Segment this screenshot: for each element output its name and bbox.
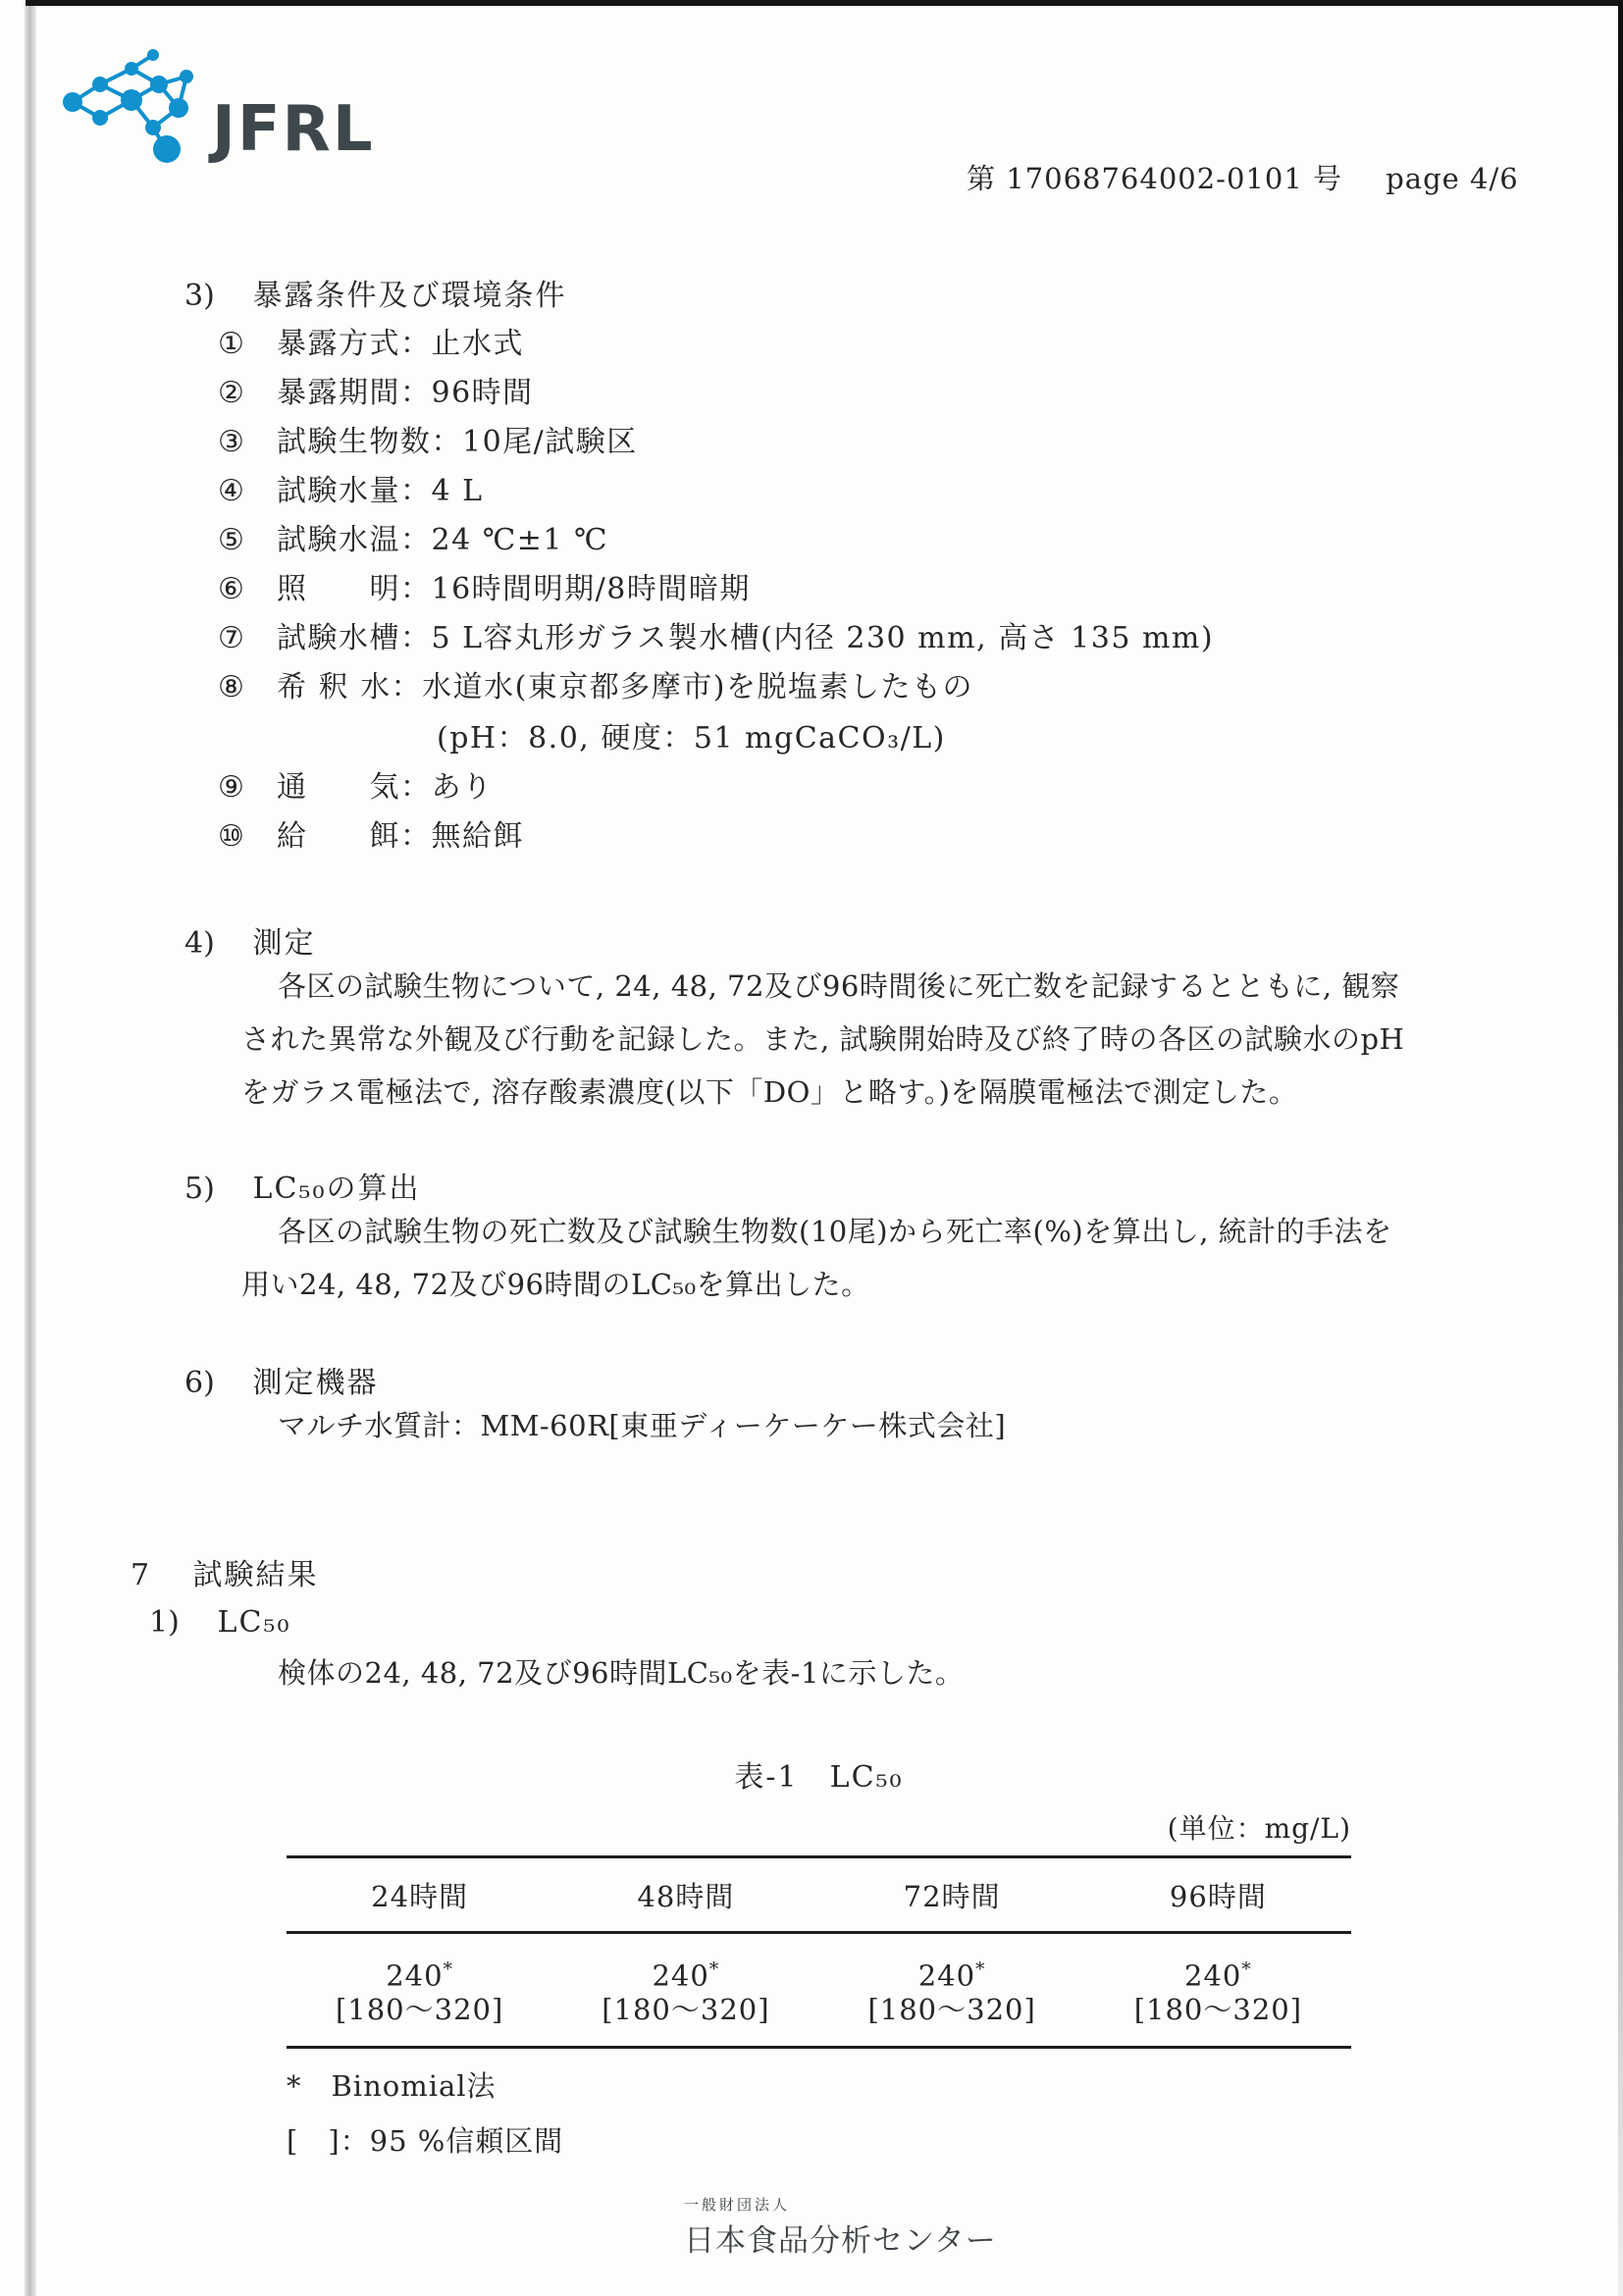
condition-list — [218, 320, 1214, 861]
circled-number: ⑥ — [218, 572, 244, 606]
section-6-paragraph — [278, 1399, 1006, 1452]
lc50-table — [287, 1752, 1351, 2160]
lc50-value: 240* — [917, 1957, 986, 1993]
circled-number: ② — [218, 376, 244, 410]
page-indicator: page 4/6 — [1386, 162, 1519, 195]
section-4-title: 測定 — [252, 926, 316, 961]
section-7-title: 試験結果 — [192, 1558, 319, 1592]
section-7-1-title: LC₅₀ — [217, 1605, 291, 1640]
list-item — [218, 763, 1214, 812]
item-text: 通 気：あり — [277, 770, 494, 805]
circled-number: ③ — [218, 425, 244, 459]
section-3-title: 暴露条件及び環境条件 — [252, 279, 567, 313]
list-item — [218, 467, 1214, 516]
column-header: 48時間 — [637, 1879, 735, 1913]
list-item — [218, 614, 1214, 663]
lc50-value: 240* — [1183, 1957, 1252, 1993]
section-5-number: 5) — [184, 1172, 215, 1206]
column-header: 24時間 — [371, 1879, 469, 1913]
list-item — [218, 320, 1214, 369]
item-text: 試験生物数：10尾/試験区 — [277, 425, 638, 459]
item-text: 試験水槽：5 L容丸形ガラス製水槽(内径 230 mm, 高さ 135 mm) — [277, 621, 1215, 655]
confidence-interval: [180～320] — [867, 1993, 1036, 2027]
paragraph-line: 検体の24, 48, 72及び96時間LC₅₀を表-1に示した。 — [278, 1656, 965, 1690]
item-text — [277, 663, 973, 763]
dilution-water-line2: (pH：8.0, 硬度：51 mgCaCO₃/L) — [437, 721, 946, 756]
table-cell — [552, 1953, 818, 2028]
paragraph-line: 各区の試験生物の死亡数及び試験生物数(10尾)から死亡率(%)を算出し, 統計的手法を — [278, 1215, 1392, 1248]
circled-number: ⑧ — [218, 670, 244, 704]
section-6-heading — [184, 1358, 379, 1401]
section-6-title: 測定機器 — [252, 1366, 379, 1400]
section-7-heading — [131, 1550, 319, 1593]
scan-left-page-fold — [25, 6, 36, 2296]
footer-org-logo — [684, 2194, 997, 2260]
item-text: 照 明：16時間明期/8時間暗期 — [277, 572, 751, 606]
list-item — [218, 369, 1214, 418]
dilution-water-line1: 希 釈 水：水道水(東京都多摩市)を脱塩素したもの — [277, 670, 973, 704]
circled-number: ⑦ — [218, 621, 244, 655]
circled-number: ⑤ — [218, 523, 244, 557]
list-item — [218, 663, 1214, 763]
paragraph-line: された異常な外観及び行動を記録した。また, 試験開始時及び終了時の各区の試験水のpH — [241, 1022, 1405, 1056]
org-type-label: 一般財団法人 — [684, 2196, 791, 2214]
section-7-1-number: 1) — [149, 1605, 180, 1640]
table-title: 表-1 LC₅₀ — [734, 1760, 904, 1795]
table-grid — [287, 1855, 1351, 2049]
circled-number: ⑨ — [218, 770, 244, 805]
section-3-heading — [184, 271, 567, 314]
table-footnote-binomial: * Binomial法 — [287, 2069, 497, 2103]
scan-top-edge — [26, 0, 1623, 6]
section-4-heading — [184, 918, 316, 962]
table-unit-label: (単位：mg/L) — [1167, 1812, 1351, 1845]
table-header-row — [287, 1858, 1351, 1934]
jfrl-logo — [57, 47, 375, 166]
item-text: 給 餌：無給餌 — [277, 819, 524, 854]
list-item — [218, 516, 1214, 565]
item-text: 暴露方式：止水式 — [277, 327, 524, 361]
paragraph-line: をガラス電極法で, 溶存酸素濃度(以下「DO」と略す。)を隔膜電極法で測定した。 — [241, 1075, 1298, 1109]
list-item — [218, 418, 1214, 467]
jfrl-brand-text: JFRL — [212, 93, 375, 166]
section-7-number: 7 — [131, 1558, 150, 1592]
column-header: 96時間 — [1169, 1879, 1267, 1913]
doc-number: 第 17068764002-0101 号 — [967, 162, 1342, 195]
column-header: 72時間 — [903, 1879, 1001, 1913]
list-item — [218, 565, 1214, 614]
section-5-title: LC₅₀の算出 — [252, 1172, 421, 1206]
paragraph-line: 用い24, 48, 72及び96時間のLC₅₀を算出した。 — [241, 1268, 870, 1301]
section-7-1-heading — [149, 1605, 290, 1640]
paragraph-line: マルチ水質計：MM-60R[東亜ディーケーケー株式会社] — [278, 1409, 1007, 1442]
scan-right-edge — [1618, 0, 1623, 2296]
confidence-interval: [180～320] — [602, 1993, 770, 2027]
item-text: 試験水温：24 ℃±1 ℃ — [277, 523, 609, 557]
section-6-number: 6) — [184, 1366, 215, 1400]
doc-header — [967, 157, 1519, 197]
molecule-network-icon — [57, 47, 206, 163]
section-4-paragraph — [241, 960, 1404, 1119]
circled-number: ④ — [218, 474, 244, 508]
table-footnote-ci: [ ]：95 %信頼区間 — [287, 2124, 564, 2158]
section-5-paragraph — [241, 1205, 1392, 1311]
section-7-lead — [278, 1646, 964, 1699]
lc50-value: 240* — [652, 1957, 720, 1993]
confidence-interval: [180～320] — [335, 1993, 504, 2027]
lc50-value: 240* — [386, 1957, 454, 1993]
org-name-label: 日本食品分析センター — [684, 2223, 997, 2259]
table-cell — [1085, 1953, 1351, 2028]
circled-number: ① — [218, 327, 244, 361]
table-value-row — [287, 1934, 1351, 2049]
section-4-number: 4) — [184, 926, 215, 961]
section-5-heading — [184, 1164, 420, 1207]
table-cell — [287, 1953, 552, 2028]
paragraph-line: 各区の試験生物について, 24, 48, 72及び96時間後に死亡数を記録するとともに, 観察 — [278, 969, 1400, 1003]
confidence-interval: [180～320] — [1133, 1993, 1303, 2027]
circled-number: ⑩ — [218, 819, 244, 854]
item-text: 試験水量：4 L — [277, 474, 484, 508]
list-item — [218, 812, 1214, 861]
section-3-number: 3) — [184, 279, 215, 313]
item-text: 暴露期間：96時間 — [277, 376, 534, 410]
table-cell — [819, 1953, 1085, 2028]
